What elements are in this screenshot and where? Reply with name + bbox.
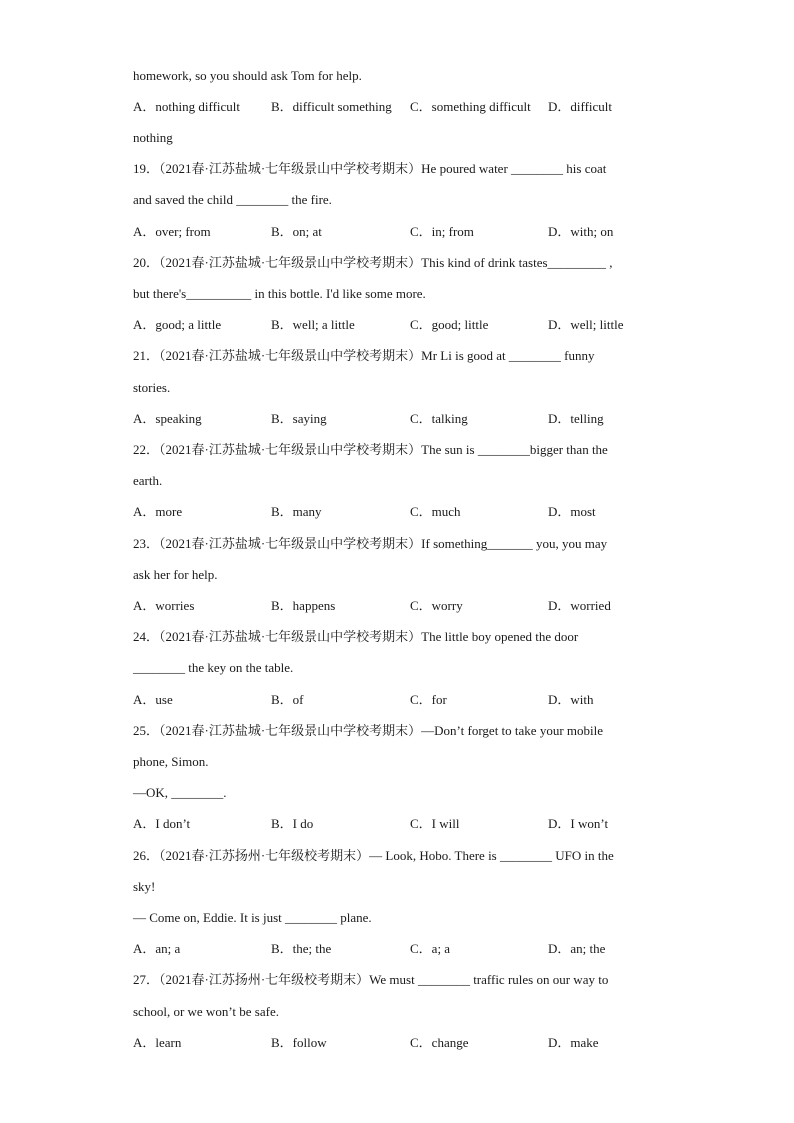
option-a: A．more (133, 504, 183, 519)
option-d: D．most (548, 504, 596, 519)
option-b: B．I do (271, 816, 314, 831)
option-a: A．nothing difficult (133, 99, 241, 114)
text-line: phone, Simon. (133, 754, 209, 769)
question-26: 26．（2021春·江苏扬州·七年级校考期末）— Look, Hobo. There is ________ UFO in the (133, 848, 614, 863)
option-a: A．I don’t (133, 816, 191, 831)
option-c: C．something difficult (410, 99, 531, 114)
option-b: B．the; the (271, 941, 332, 956)
option-d: D．telling (548, 411, 604, 426)
question-19: 19．（2021春·江苏盐城·七年级景山中学校考期末）He poured water ________ his coat (133, 161, 607, 176)
option-d: D．an; the (548, 941, 606, 956)
option-a: A．good; a little (133, 317, 222, 332)
option-c: C．in; from (410, 224, 474, 239)
text-line: ask her for help. (133, 567, 218, 582)
option-d: D．I won’t (548, 816, 609, 831)
text-line: school, or we won’t be safe. (133, 1004, 279, 1019)
question-20: 20．（2021春·江苏盐城·七年级景山中学校考期末）This kind of drink tastes_________ , (133, 255, 613, 270)
option-b: B．well; a little (271, 317, 355, 332)
text-line: stories. (133, 380, 171, 395)
option-b: B．of (271, 692, 304, 707)
text-line: — Come on, Eddie. It is just ________ plane. (133, 910, 372, 925)
option-b: B．follow (271, 1035, 327, 1050)
question-23: 23．（2021春·江苏盐城·七年级景山中学校考期末）If something_______ you, you may (133, 536, 608, 551)
text-line: nothing (133, 130, 173, 145)
option-c: C．change (410, 1035, 469, 1050)
option-a: A．use (133, 692, 173, 707)
text-line: earth. (133, 473, 163, 488)
option-d: D．make (548, 1035, 599, 1050)
option-c: C．talking (410, 411, 468, 426)
option-b: B．on; at (271, 224, 322, 239)
option-c: C．I will (410, 816, 460, 831)
option-d: D．with; on (548, 224, 614, 239)
option-a: A．over; from (133, 224, 211, 239)
text-line: sky! (133, 879, 156, 894)
option-d: D．with (548, 692, 594, 707)
text-line: and saved the child ________ the fire. (133, 192, 332, 207)
option-c: C．worry (410, 598, 463, 613)
question-22: 22．（2021春·江苏盐城·七年级景山中学校考期末）The sun is ________bigger than the (133, 442, 608, 457)
option-d: D．well; little (548, 317, 624, 332)
option-c: C．for (410, 692, 447, 707)
text-line: but there's__________ in this bottle. I'd like some more. (133, 286, 426, 301)
option-b: B．saying (271, 411, 327, 426)
option-a: A．worries (133, 598, 195, 613)
option-b: B．difficult something (271, 99, 392, 114)
option-c: C．good; little (410, 317, 489, 332)
text-line: —OK, ________. (133, 785, 227, 800)
option-a: A．an; a (133, 941, 181, 956)
question-25: 25．（2021春·江苏盐城·七年级景山中学校考期末）—Don’t forget to take your mobile (133, 723, 604, 738)
text-line: homework, so you should ask Tom for help. (133, 68, 362, 83)
option-c: C．a; a (410, 941, 451, 956)
option-d: D．worried (548, 598, 611, 613)
option-b: B．happens (271, 598, 336, 613)
option-d: D．difficult (548, 99, 613, 114)
option-c: C．much (410, 504, 461, 519)
question-27: 27．（2021春·江苏扬州·七年级校考期末）We must ________ traffic rules on our way to (133, 972, 609, 987)
question-24: 24．（2021春·江苏盐城·七年级景山中学校考期末）The little boy opened the door (133, 629, 579, 644)
option-b: B．many (271, 504, 322, 519)
option-a: A．speaking (133, 411, 202, 426)
text-line: ________ the key on the table. (133, 660, 294, 675)
option-a: A．learn (133, 1035, 182, 1050)
question-21: 21．（2021春·江苏盐城·七年级景山中学校考期末）Mr Li is good at ________ funny (133, 348, 595, 363)
